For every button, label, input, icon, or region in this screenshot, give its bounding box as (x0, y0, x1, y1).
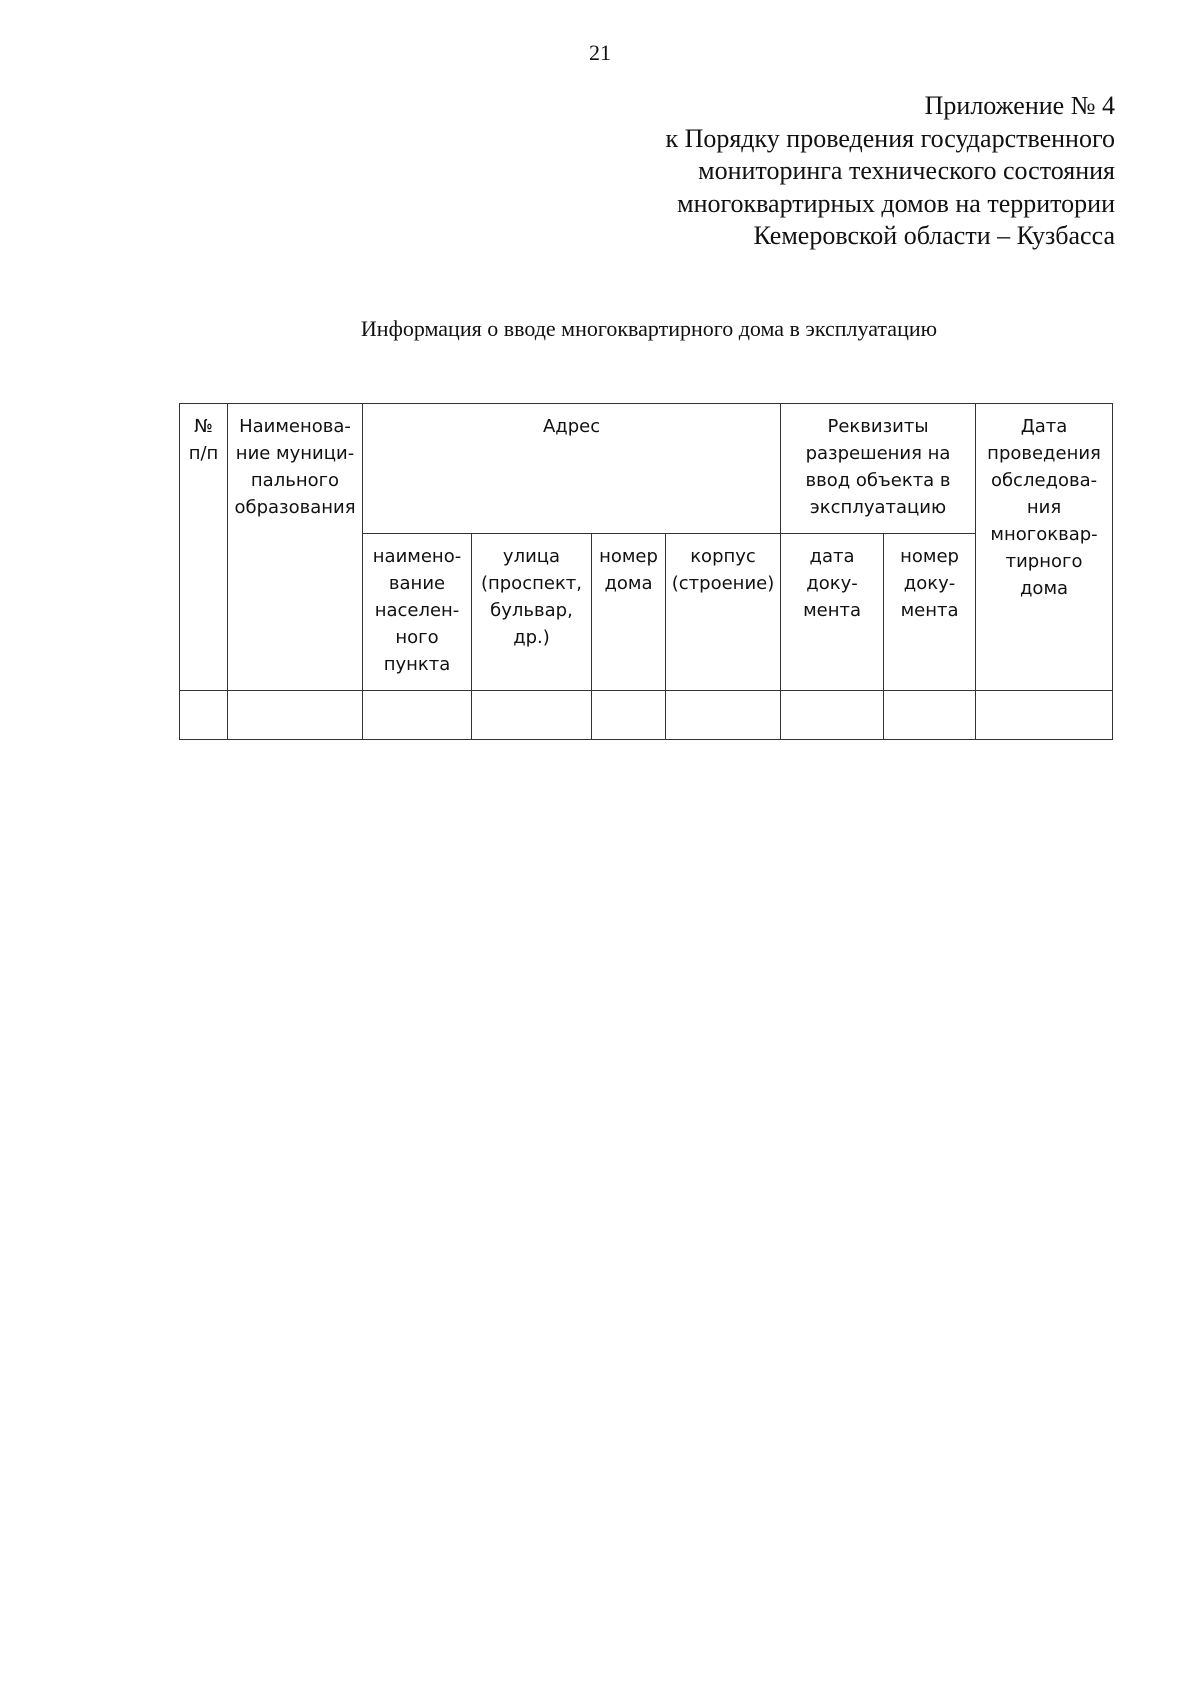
header-num: № п/п (180, 404, 228, 691)
appendix-header (415, 90, 1115, 253)
table-header-row (180, 404, 1113, 534)
header-permit: Реквизиты разрешения на ввод объекта в эксплуатацию (781, 404, 976, 534)
header-address: Адрес (363, 404, 781, 534)
subheader-building: корпус (строение) (666, 534, 781, 691)
table-cell (228, 691, 363, 740)
table-row (180, 691, 1113, 740)
subheader-doc-date: дата доку- мента (781, 534, 884, 691)
table-cell (666, 691, 781, 740)
table-cell (976, 691, 1113, 740)
table-cell (363, 691, 472, 740)
header-municipality: Наименова- ние муници- пального образования (228, 404, 363, 691)
subheader-street: улица (проспект, бульвар, др.) (472, 534, 592, 691)
appendix-line: к Порядку проведения государственного (665, 123, 1115, 153)
table-cell (884, 691, 976, 740)
header-survey-date: Дата проведения обследова- ния многоквар- тирного дома (976, 404, 1113, 691)
appendix-line: Кемеровской области – Кузбасса (753, 221, 1115, 250)
table-cell (592, 691, 666, 740)
table-cell (781, 691, 884, 740)
info-table (179, 403, 1113, 740)
appendix-line: мониторинга технического состояния (698, 156, 1115, 185)
subheader-settlement: наимено- вание населен- ного пункта (363, 534, 472, 691)
document-title: Информация о вводе многоквартирного дома в эксплуатацию (360, 316, 938, 341)
page-number: 21 (589, 40, 611, 65)
appendix-line: Приложение № 4 (924, 91, 1115, 120)
subheader-doc-number: номер доку- мента (884, 534, 976, 691)
table-cell (180, 691, 228, 740)
appendix-line: многоквартирных домов на территории (677, 188, 1115, 218)
subheader-house-number: номер дома (592, 534, 666, 691)
table-cell (472, 691, 592, 740)
